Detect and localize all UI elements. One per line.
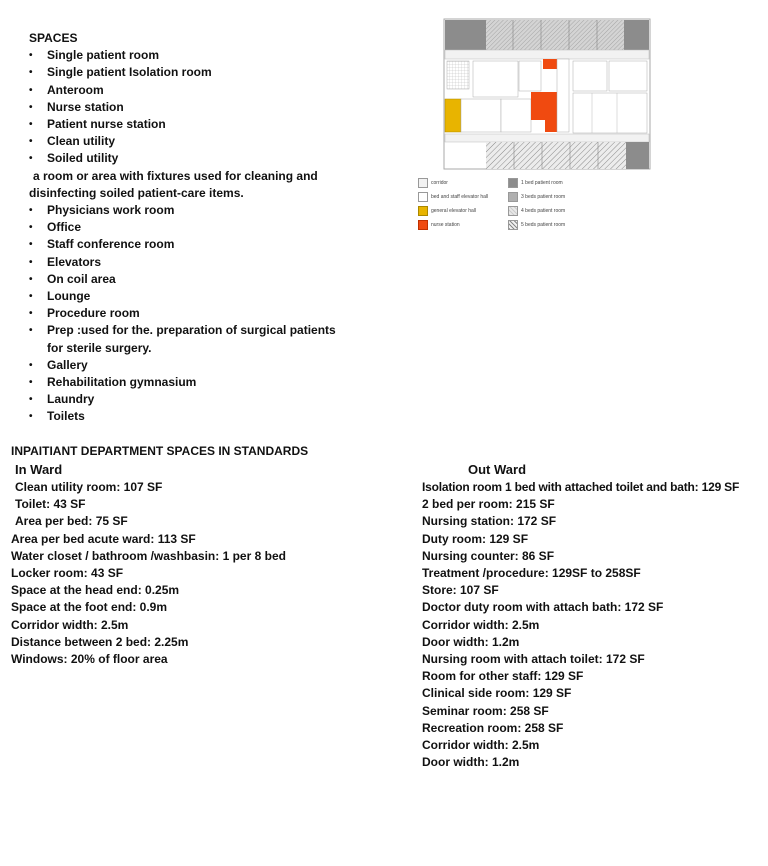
list-item: Clean utility room: 107 SF — [15, 480, 163, 494]
list-item: Recreation room: 258 SF — [422, 720, 564, 735]
legend-bed-hall — [418, 192, 488, 202]
list-item: • Anteroom — [29, 82, 389, 99]
list-item: Distance between 2 bed: 2.25m — [11, 634, 189, 649]
elevator-hall — [447, 61, 469, 89]
list-item: • Elevators — [29, 254, 389, 271]
legend-swatch — [508, 220, 518, 230]
list-item: 2 bed per room: 215 SF — [422, 497, 555, 512]
list-item: Water closet / bathroom /washbasin: 1 per 8 bed — [11, 548, 286, 563]
room-4bed — [486, 20, 624, 50]
spaces-heading: SPACES — [29, 31, 78, 45]
general-elevator-hall — [445, 99, 461, 132]
legend-label: 4 beds patient room — [521, 208, 566, 214]
corridor — [445, 50, 649, 59]
nurse-station — [531, 92, 557, 120]
list-item: • Office — [29, 219, 389, 236]
list-item: • Rehabilitation gymnasium — [29, 374, 389, 391]
list-item: Nursing station: 172 SF — [422, 514, 557, 529]
list-item: Space at the head end: 0.25m — [11, 583, 180, 598]
list-item: • Physicians work room — [29, 202, 389, 219]
list-item: Door width: 1.2m — [422, 634, 520, 649]
legend-swatch — [418, 192, 428, 202]
spaces-list-c — [29, 357, 389, 426]
legend-room3 — [508, 192, 565, 202]
list-item: • Staff conference room — [29, 236, 389, 253]
list-item: • Laundry — [29, 391, 389, 408]
nurse-station — [543, 59, 557, 69]
room-1bed — [624, 20, 649, 50]
prep-line-2: for sterile surgery. — [47, 340, 152, 355]
out-ward-heading: Out Ward — [468, 462, 527, 477]
legend-label: corridor — [431, 180, 448, 186]
legend-swatch — [508, 206, 518, 216]
room-1bed — [626, 142, 649, 169]
list-item: • Single patient room — [29, 47, 389, 64]
legend-swatch — [418, 178, 428, 188]
legend-nurse — [418, 220, 460, 230]
list-item: Doctor duty room with attach bath: 172 SF — [422, 600, 664, 615]
list-item: Duty room: 129 SF — [422, 531, 529, 546]
room-1bed — [445, 20, 486, 50]
legend-general-hall — [418, 206, 476, 216]
list-item: • Clean utility — [29, 133, 389, 150]
list-item: Area per bed acute ward: 113 SF — [11, 531, 196, 546]
list-item: • Nurse station — [29, 99, 389, 116]
list-item: Nursing counter: 86 SF — [422, 548, 555, 563]
in-ward-heading: In Ward — [15, 462, 63, 477]
spaces-list-b — [29, 202, 389, 357]
legend-swatch — [418, 220, 428, 230]
plan-legend — [418, 176, 654, 236]
list-item: • Lounge — [29, 288, 389, 305]
list-item: • On coil area — [29, 271, 389, 288]
legend-swatch — [508, 178, 518, 188]
in-ward-list — [11, 479, 341, 668]
list-item: Corridor width: 2.5m — [422, 617, 540, 632]
legend-room1 — [508, 178, 563, 188]
list-item: Corridor width: 2.5m — [11, 617, 129, 632]
list-item: Corridor width: 2.5m — [422, 738, 540, 753]
room-5bed — [486, 142, 626, 169]
legend-room4 — [508, 206, 565, 216]
list-item: Locker room: 43 SF — [11, 566, 124, 581]
list-item-prep — [29, 322, 389, 356]
out-ward-list — [422, 479, 768, 771]
corridor — [445, 134, 649, 142]
legend-room5 — [508, 220, 565, 230]
legend-label: 1 bed patient room — [521, 180, 563, 186]
list-item: Nursing room with attach toilet: 172 SF — [422, 652, 645, 667]
list-item: Space at the foot end: 0.9m — [11, 600, 168, 615]
list-item: Seminar room: 258 SF — [422, 703, 549, 718]
list-item: Windows: 20% of floor area — [11, 652, 168, 667]
list-item: • Patient nurse station — [29, 116, 389, 133]
legend-corridor — [418, 178, 448, 188]
list-item: • Soiled utility — [29, 150, 389, 167]
list-item: • Gallery — [29, 357, 389, 374]
list-item: Room for other staff: 129 SF — [422, 669, 584, 684]
list-item: Area per bed: 75 SF — [15, 514, 128, 529]
spaces-section — [29, 30, 389, 426]
legend-label: nurse station — [431, 222, 460, 228]
list-item: Clinical side room: 129 SF — [422, 686, 572, 701]
legend-label: 3 beds patient room — [521, 194, 566, 200]
list-item: Store: 107 SF — [422, 583, 499, 598]
soiled-note-line-1: a room or area with fixtures used for cleaning and — [33, 168, 318, 183]
list-item: Toilet: 43 SF — [15, 497, 86, 512]
list-item: • Toilets — [29, 408, 389, 425]
list-item: Door width: 1.2m — [422, 755, 520, 770]
legend-swatch — [418, 206, 428, 216]
legend-swatch — [508, 192, 518, 202]
legend-label: 5 beds patient room — [521, 222, 566, 228]
spaces-list-a — [29, 47, 389, 167]
standards-title: INPAITIANT DEPARTMENT SPACES IN STANDARDS — [11, 444, 309, 458]
legend-label: bed and staff elevator hall — [431, 194, 489, 200]
list-item: • Single patient Isolation room — [29, 64, 389, 81]
list-item: Isolation room 1 bed with attached toilet and bath: 129 SF — [422, 480, 740, 494]
legend-label: general elevator hall — [431, 208, 477, 214]
prep-line-1: • Prep :used for the. preparation of surgical patients — [47, 323, 336, 338]
soiled-note-line-2: disinfecting soiled patient-care items. — [29, 185, 244, 200]
list-item: Treatment /procedure: 129SF to 258SF — [422, 566, 641, 581]
list-item: • Procedure room — [29, 305, 389, 322]
